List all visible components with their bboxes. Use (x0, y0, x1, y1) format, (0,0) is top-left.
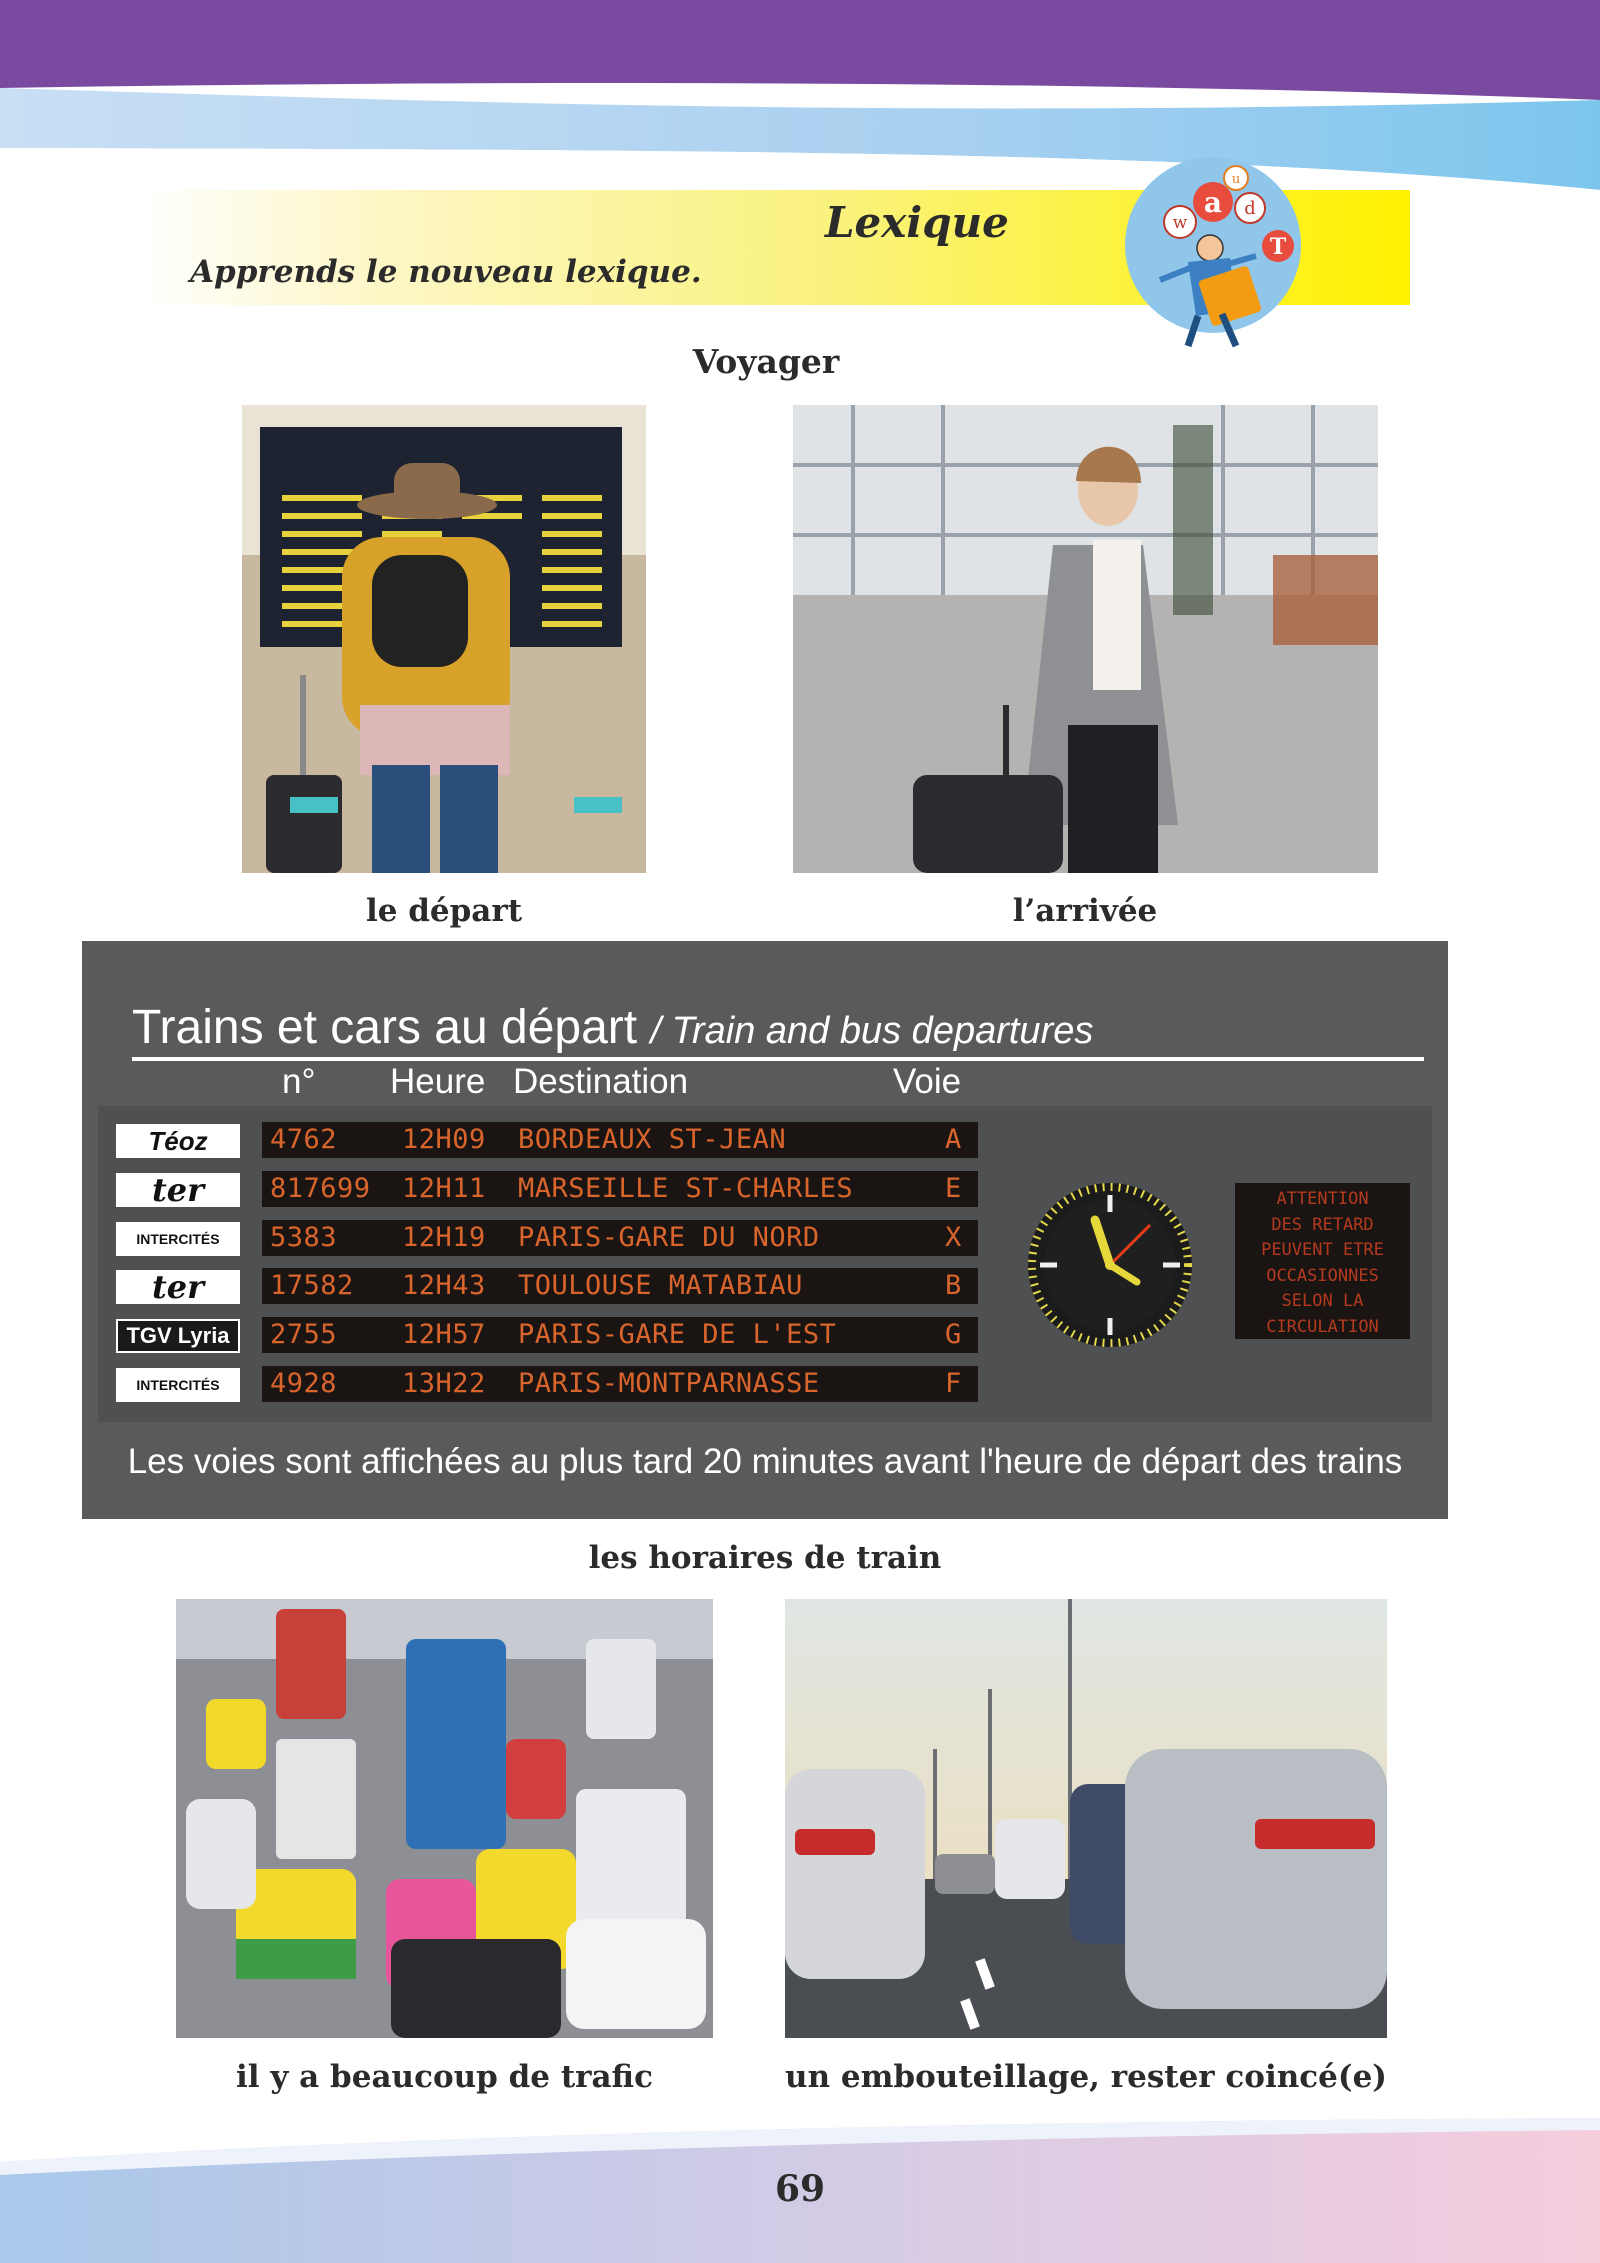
train-number: 817699 (270, 1173, 371, 1204)
section-title: Voyager (692, 342, 840, 381)
caption-horaires: les horaires de train (588, 1540, 942, 1576)
delay-notice (1235, 1183, 1410, 1339)
photo-traffic (176, 1599, 713, 2038)
mascot-illustration (1118, 150, 1308, 350)
departure-row (262, 1122, 978, 1158)
operator-logo: ter (116, 1270, 240, 1304)
train-number: 4928 (270, 1368, 338, 1399)
notice-line: OCCASIONNES (1266, 1265, 1379, 1286)
track: X (945, 1222, 962, 1253)
departure-time: 12H11 (402, 1173, 486, 1204)
notice-line: CIRCULATION (1266, 1316, 1379, 1337)
notice-line: PEUVENT ETRE (1261, 1240, 1384, 1260)
operator-logo: INTERCITÉS (116, 1368, 240, 1402)
page-number: 69 (774, 2168, 826, 2210)
photo-arrival (793, 405, 1378, 873)
banner-title: Lexique (825, 198, 1009, 247)
destination: PARIS-GARE DU NORD (518, 1222, 820, 1253)
photo-departure (242, 405, 646, 873)
train-number: 4762 (270, 1124, 338, 1155)
destination: MARSEILLE ST-CHARLES (518, 1173, 854, 1204)
departure-row (262, 1366, 978, 1402)
departure-time: 12H43 (402, 1270, 486, 1301)
notice-line: ATTENTION (1276, 1189, 1369, 1209)
column-number: n° (282, 1062, 316, 1101)
caption-depart: le départ (365, 893, 523, 929)
operator-logo: INTERCITÉS (116, 1222, 240, 1256)
board-footer: Les voies sont affichées au plus tard 20 minutes avant l'heure de départ des trains (127, 1442, 1403, 1481)
departure-time: 12H09 (402, 1124, 486, 1155)
header-decoration (0, 0, 1600, 190)
departure-row (262, 1317, 978, 1353)
board-divider (132, 1057, 1424, 1061)
mascot-letter: T (1269, 234, 1287, 260)
caption-trafic: il y a beaucoup de trafic (236, 2059, 653, 2095)
column-track: Voie (893, 1062, 962, 1101)
photo-traffic-jam (785, 1599, 1387, 2038)
banner-subtitle: Apprends le nouveau lexique. (190, 254, 702, 290)
mascot-letter: u (1231, 172, 1241, 187)
track: E (945, 1173, 962, 1204)
train-number: 17582 (270, 1270, 354, 1301)
operator-logo: ter (116, 1173, 240, 1207)
board-title (132, 1000, 1093, 1055)
operator-logo: TGV Lyria (116, 1319, 240, 1353)
clock-icon (1015, 1180, 1205, 1350)
track: G (945, 1319, 962, 1350)
board-title-fr: Trains et cars au départ (132, 1001, 638, 1054)
destination: TOULOUSE MATABIAU (518, 1270, 803, 1301)
departure-time: 12H57 (402, 1319, 486, 1350)
departure-row (262, 1220, 978, 1256)
train-number: 2755 (270, 1319, 338, 1350)
operator-logo: Téoz (116, 1124, 240, 1158)
caption-embouteillage: un embouteillage, rester coincé(e) (785, 2059, 1387, 2095)
mascot-letter: w (1172, 213, 1188, 233)
column-time: Heure (390, 1062, 486, 1101)
destination: PARIS-MONTPARNASSE (518, 1368, 820, 1399)
destination: BORDEAUX ST-JEAN (518, 1124, 787, 1155)
mascot-letter: a (1203, 186, 1223, 219)
track: A (945, 1124, 962, 1155)
notice-line: SELON LA (1281, 1291, 1364, 1311)
destination: PARIS-GARE DE L'EST (518, 1319, 837, 1350)
board-title-en: / Train and bus departures (650, 1010, 1094, 1052)
caption-arrivee: l’arrivée (1012, 893, 1158, 929)
departure-row (262, 1268, 978, 1304)
column-destination: Destination (513, 1062, 689, 1101)
departure-row (262, 1171, 978, 1207)
train-number: 5383 (270, 1222, 338, 1253)
track: F (945, 1368, 962, 1399)
departure-time: 12H19 (402, 1222, 486, 1253)
track: B (945, 1270, 962, 1301)
notice-line: DES RETARD (1271, 1214, 1374, 1235)
mascot-letter: d (1244, 198, 1256, 219)
departure-time: 13H22 (402, 1368, 486, 1399)
